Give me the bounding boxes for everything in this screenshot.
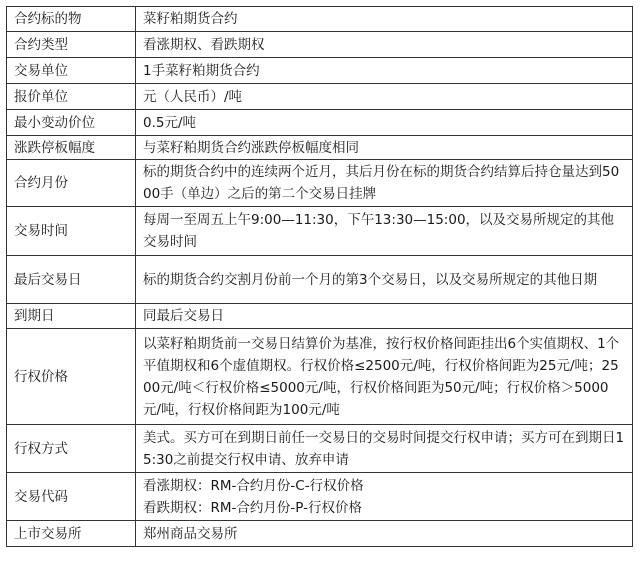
row-label: 合约月份 [7, 160, 136, 207]
table-row [7, 304, 633, 329]
row-value: 同最后交易日 [136, 304, 633, 329]
row-value: 与菜籽粕期货合约涨跌停板幅度相同 [136, 136, 633, 160]
row-label: 最小变动价位 [7, 110, 136, 136]
trading-code-call: 看涨期权：RM-合约月份-C-行权价格 [143, 477, 364, 494]
row-label: 报价单位 [7, 84, 136, 110]
contract-spec-table [6, 6, 633, 547]
row-value: 1手菜籽粕期货合约 [136, 58, 633, 84]
row-label: 交易代码 [7, 473, 136, 521]
row-value: 郑州商品交易所 [136, 521, 633, 547]
row-label: 行权价格 [7, 329, 136, 425]
table-row [7, 136, 633, 160]
row-value: 菜籽粕期货合约 [136, 7, 633, 32]
row-label: 行权方式 [7, 425, 136, 473]
row-label: 上市交易所 [7, 521, 136, 547]
table-row [7, 84, 633, 110]
row-label: 合约类型 [7, 32, 136, 58]
row-label: 到期日 [7, 304, 136, 329]
row-value: 元（人民币）/吨 [136, 84, 633, 110]
table-row [7, 160, 633, 207]
table-row [7, 58, 633, 84]
row-label: 涨跌停板幅度 [7, 136, 136, 160]
table-row [7, 425, 633, 473]
row-value: 每周一至周五上午9:00—11:30，下午13:30—15:00，以及交易所规定的其他交易时间 [136, 207, 633, 256]
row-label: 最后交易日 [7, 256, 136, 304]
row-value [136, 473, 633, 521]
row-label: 交易时间 [7, 207, 136, 256]
table-row [7, 32, 633, 58]
table-row [7, 521, 633, 547]
table-row [7, 207, 633, 256]
row-value: 以菜籽粕期货前一交易日结算价为基准，按行权价格间距挂出6个实值期权、1个平值期权和6个虚值期权。行权价格≤2500元/吨，行权价格间距为25元/吨；2500元/吨＜行权价格≤5000元/吨，行权价格间距为50元/吨；行权价格＞5000元/吨，行权价格间距为100元/吨 [136, 329, 633, 425]
row-value: 看涨期权、看跌期权 [136, 32, 633, 58]
table-row [7, 110, 633, 136]
row-label: 合约标的物 [7, 7, 136, 32]
table-row [7, 473, 633, 521]
row-value: 标的期货合约交割月份前一个月的第3个交易日，以及交易所规定的其他日期 [136, 256, 633, 304]
table-row [7, 256, 633, 304]
row-value: 标的期货合约中的连续两个近月，其后月份在标的期货合约结算后持仓量达到5000手（单边）之后的第二个交易日挂牌 [136, 160, 633, 207]
table-row [7, 329, 633, 425]
table-row [7, 7, 633, 32]
row-value: 美式。买方可在到期日前任一交易日的交易时间提交行权申请；买方可在到期日15:30之前提交行权申请、放弃申请 [136, 425, 633, 473]
trading-code-put: 看跌期权：RM-合约月份-P-行权价格 [143, 499, 362, 516]
row-value: 0.5元/吨 [136, 110, 633, 136]
row-label: 交易单位 [7, 58, 136, 84]
